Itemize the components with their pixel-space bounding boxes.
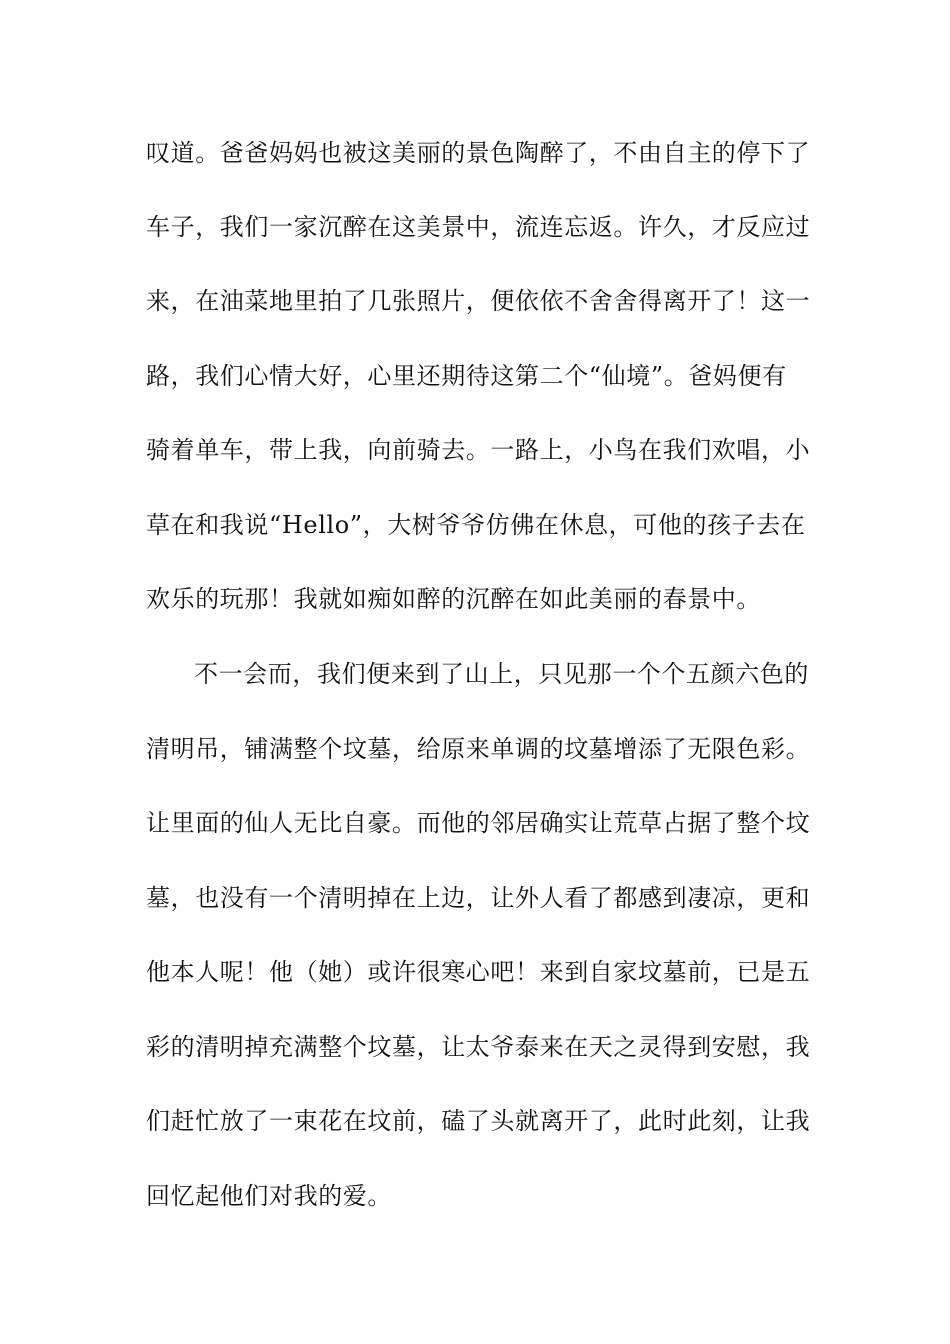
paragraph-2-line-6: 彩的清明掉充满整个坟墓，让太爷泰来在天之灵得到安慰，我 (146, 1033, 811, 1061)
paragraph-2-line-5: 他本人呢！他（她）或许很寒心吧！来到自家坟墓前，已是五 (146, 958, 811, 986)
paragraph-2-line-4: 墓，也没有一个清明掉在上边，让外人看了都感到凄凉，更和 (146, 884, 811, 912)
paragraph-1-line-6: 草在和我说“Hello”，大树爷爷仿佛在休息，可他的孩子去在 (146, 511, 806, 539)
paragraph-1-line-3: 来，在油菜地里拍了几张照片，便依依不舍舍得离开了！这一 (146, 287, 811, 315)
paragraph-2-line-8: 回忆起他们对我的爱。 (146, 1182, 392, 1210)
paragraph-1-line-7: 欢乐的玩那！我就如痴如醉的沉醉在如此美丽的春景中。 (146, 585, 761, 613)
paragraph-1-line-1: 叹道。爸爸妈妈也被这美丽的景色陶醉了，不由自主的停下了 (146, 139, 811, 167)
paragraph-2-line-1: 不一会而，我们便来到了山上，只见那一个个五颜六色的 (194, 660, 809, 688)
paragraph-2-line-3: 让里面的仙人无比自豪。而他的邻居确实让荒草占据了整个坟 (146, 809, 811, 837)
paragraph-1-line-2: 车子，我们一家沉醉在这美景中，流连忘返。许久，才反应过 (146, 213, 811, 241)
paragraph-2-line-2: 清明吊，铺满整个坟墓，给原来单调的坟墓增添了无限色彩。 (146, 735, 811, 763)
paragraph-1-line-4: 路，我们心情大好，心里还期待这第二个“仙境”。爸妈便有 (146, 362, 787, 390)
paragraph-1-line-5: 骑着单车，带上我，向前骑去。一路上，小鸟在我们欢唱，小 (146, 436, 811, 464)
paragraph-2-line-7: 们赶忙放了一束花在坟前，磕了头就离开了，此时此刻，让我 (146, 1107, 811, 1135)
